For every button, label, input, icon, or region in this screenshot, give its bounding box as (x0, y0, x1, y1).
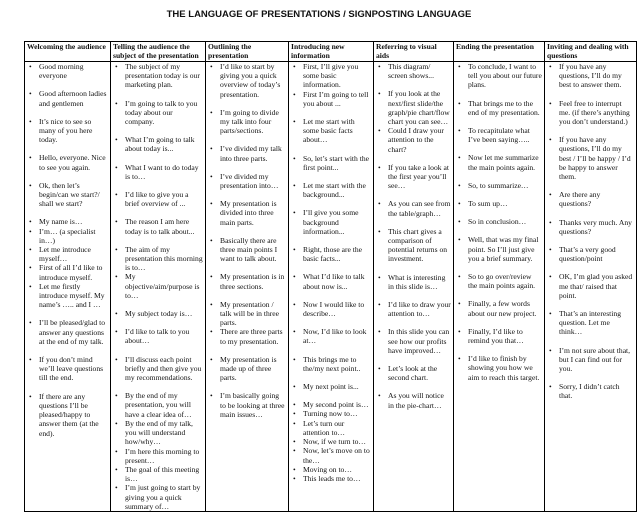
phrase-item: • Are there any questions? (547, 190, 634, 208)
phrase-item: • Good afternoon ladies and gentlemen (27, 89, 108, 107)
phrase-item: • My presentation is divided into three main parts. (208, 199, 286, 227)
phrase-list (208, 62, 286, 419)
column-cell (206, 62, 289, 512)
spacer (113, 90, 203, 99)
column-cell (454, 62, 545, 512)
phrase-item: • I’m basically going to be looking at three main issues… (208, 391, 286, 419)
spacer (113, 126, 203, 135)
phrase-item: • That’s an interesting question. Let me think… (547, 309, 634, 337)
phrase-item: • In this slide you can see how our profits have improved… (376, 327, 451, 355)
phrase-item: • Hello, everyone. Nice to see you again. (27, 153, 108, 171)
phrase-item: • Turning now to… (291, 409, 371, 418)
spacer (291, 291, 371, 300)
spacer (547, 337, 634, 346)
column-cell (25, 62, 111, 512)
spacer (113, 318, 203, 327)
spacer (291, 346, 371, 355)
phrase-item: • This brings me to the/my next point.. (291, 355, 371, 373)
phrase-item: • That brings me to the end of my presentation. (456, 99, 542, 117)
phrase-item: • By the end of my talk, you will understand how/why… (113, 419, 203, 447)
spacer (376, 264, 451, 273)
phrase-list (547, 62, 634, 401)
spacer (291, 263, 371, 272)
spacer (113, 300, 203, 309)
phrase-item: • Well, that was my final point. So I’ll just give you a brief summary. (456, 235, 542, 263)
header-row (25, 42, 637, 62)
phrase-item: • What is interesting in this slide is… (376, 273, 451, 291)
phrase-item: • If there are any questions I’ll be pleased/happy to answer them (at the end). (27, 392, 108, 438)
phrase-item: • Sorry, I didn’t catch that. (547, 382, 634, 400)
column-header: Ending the presentation (454, 42, 545, 62)
spacer (113, 346, 203, 355)
spacer (208, 263, 286, 272)
phrase-item: • The aim of my presentation this morning is to… (113, 245, 203, 273)
phrase-item: • Could I draw your attention to the chart? (376, 126, 451, 154)
spacer (456, 263, 542, 272)
phrase-item: • I’d like to talk to you about… (113, 327, 203, 345)
spacer (113, 181, 203, 190)
phrase-item: • My name is… (27, 217, 108, 226)
phrase-item: • If you have any questions, I’ll do my best to answer them. (547, 62, 634, 90)
phrase-item: • I’ve divided my presentation into… (208, 172, 286, 190)
phrase-item: • Let me introduce myself… (27, 245, 108, 263)
phrase-item: • Right, those are the basic facts... (291, 245, 371, 263)
spacer (376, 154, 451, 163)
spacer (113, 154, 203, 163)
spacer (27, 208, 108, 217)
phrase-item: • I’m just going to start by giving you a quick summary of… (113, 483, 203, 511)
phrase-item: • Moving on to… (291, 465, 371, 474)
phrase-item: • So, to summarize… (456, 181, 542, 190)
phrase-item: • My next point is... (291, 382, 371, 391)
column-cell (374, 62, 454, 512)
phrase-item: • My presentation is in three sections. (208, 272, 286, 290)
spacer (291, 391, 371, 400)
phrase-item: • Now, I’d like to look at… (291, 327, 371, 345)
phrase-item: • The goal of this meeting is… (113, 465, 203, 483)
spacer (547, 236, 634, 245)
phrase-item: • If you look at the next/first slide/the graph/pie chart/flow chart you can see… (376, 89, 451, 126)
spacer (113, 382, 203, 391)
spacer (456, 290, 542, 299)
spacer (456, 208, 542, 217)
phrase-item: • Let me start with some basic facts about… (291, 117, 371, 145)
phrase-item: • I’ll give you some background information... (291, 208, 371, 236)
phrase-item: • Finally, a few words about our new project. (456, 299, 542, 317)
spacer (208, 99, 286, 108)
phrase-item: • OK, I’m glad you asked me that/ raised that point. (547, 272, 634, 300)
column-cell (545, 62, 637, 512)
spacer (291, 145, 371, 154)
spacer (547, 263, 634, 272)
column-cell (289, 62, 374, 512)
phrase-item: • Ok, then let’s begin/can we start?/ shall we start? (27, 181, 108, 209)
spacer (456, 190, 542, 199)
column-header: Telling the audience the subject of the presentation (111, 42, 206, 62)
phrase-item: • I’d like to give you a brief overview of ... (113, 190, 203, 208)
spacer (376, 382, 451, 391)
spacer (547, 373, 634, 382)
phrase-item: • Let me start with the background... (291, 181, 371, 199)
phrase-list (376, 62, 451, 410)
spacer (547, 181, 634, 190)
spacer (456, 144, 542, 153)
spacer (208, 382, 286, 391)
spacer (113, 208, 203, 217)
phrase-item: • I’m… (a specialist in…) (27, 227, 108, 245)
page-title: THE LANGUAGE OF PRESENTATIONS / SIGNPOSTING LANGUAGE (166, 9, 472, 20)
phrase-item: • My presentation is made up of three parts. (208, 355, 286, 383)
spacer (208, 135, 286, 144)
spacer (27, 309, 108, 318)
phrase-item: • I’m going to divide my talk into four parts/sections. (208, 108, 286, 136)
phrase-item: • First of all I’d like to introduce myself. (27, 263, 108, 281)
phrase-item: • First, I’ll give you some basic information. (291, 62, 371, 90)
spacer (456, 172, 542, 181)
phrase-item: • I’m going to talk to you today about our company. (113, 99, 203, 127)
phrase-item: • What I’m going to talk about today is... (113, 135, 203, 153)
phrase-item: • To sum up… (456, 199, 542, 208)
column-header: Outlining the presentation (206, 42, 289, 62)
signposting-table (24, 41, 637, 512)
phrase-item: • My presentation / talk will be in three parts. (208, 300, 286, 328)
phrase-item: • If you take a look at the first year you’ll see… (376, 163, 451, 191)
phrase-item: • Let me firstly introduce myself. My name’s ….. and I … (27, 282, 108, 310)
spacer (27, 144, 108, 153)
spacer (456, 226, 542, 235)
phrase-item: • I’ll discuss each point briefly and then give you my recommendations. (113, 355, 203, 383)
phrase-item: • By the end of my presentation, you will have a clear idea of… (113, 391, 203, 419)
phrase-list (291, 62, 371, 483)
phrase-item: • What I want to do today is to… (113, 163, 203, 181)
phrase-item: • This chart gives a comparison of potential returns on investment. (376, 227, 451, 264)
content-row (25, 62, 637, 512)
phrase-item: • I’d like to start by giving you a quick overview of today’s presentation. (208, 62, 286, 99)
spacer (376, 80, 451, 89)
phrase-item: • To conclude, I want to tell you about our future plans. (456, 62, 542, 90)
spacer (291, 172, 371, 181)
spacer (27, 172, 108, 181)
column-header: Introducing new information (289, 42, 374, 62)
spacer (376, 218, 451, 227)
spacer (376, 318, 451, 327)
phrase-item: • I’ve divided my talk into three parts. (208, 144, 286, 162)
spacer (376, 355, 451, 364)
spacer (456, 117, 542, 126)
phrase-item: • I’d like to draw your attention to… (376, 300, 451, 318)
spacer (456, 90, 542, 99)
phrase-item: • Good morning everyone (27, 62, 108, 80)
phrase-item: • Now I would like to describe… (291, 300, 371, 318)
phrase-item: • I’ll be pleased/glad to answer any questions at the end of my talk. (27, 318, 108, 346)
spacer (547, 209, 634, 218)
phrase-item: • Let’s look at the second chart. (376, 364, 451, 382)
spacer (456, 318, 542, 327)
phrase-list (27, 62, 108, 438)
spacer (376, 291, 451, 300)
column-header: Welcoming the audience (25, 42, 111, 62)
phrase-item: • The subject of my presentation today is our marketing plan. (113, 62, 203, 90)
spacer (27, 108, 108, 117)
spacer (208, 190, 286, 199)
phrase-item: • So in conclusion… (456, 217, 542, 226)
phrase-item: • Basically there are three main points I want to talk about. (208, 236, 286, 264)
phrase-item: • There are three parts to my presentation. (208, 327, 286, 345)
phrase-item: • Now, let’s move on to the… (291, 446, 371, 464)
phrase-item: • My objective/aim/purpose is to… (113, 272, 203, 300)
phrase-item: • What I’d like to talk about now is... (291, 272, 371, 290)
spacer (113, 236, 203, 245)
phrase-item: • It’s nice to see so many of you here today. (27, 117, 108, 145)
phrase-item: • Now let me summarize the main points again. (456, 153, 542, 171)
phrase-item: • The reason I am here today is to talk about... (113, 217, 203, 235)
phrase-item: • As you can see from the table/graph… (376, 199, 451, 217)
spacer (291, 199, 371, 208)
spacer (291, 318, 371, 327)
phrase-item: • Thanks very much. Any questions? (547, 218, 634, 236)
spacer (27, 346, 108, 355)
spacer (208, 291, 286, 300)
phrase-item: • I’m here this morning to present… (113, 447, 203, 465)
phrase-item: • I’m not sure about that, but I can find out for you. (547, 346, 634, 374)
spacer (291, 108, 371, 117)
phrase-item: • If you have any questions, I’ll do my best / I’ll be happy / I’d be happy to answer them. (547, 135, 634, 181)
phrase-item: • First I’m going to tell you about ... (291, 90, 371, 108)
spacer (547, 90, 634, 99)
phrase-item: • Finally, I’d like to remind you that… (456, 327, 542, 345)
spacer (27, 383, 108, 392)
spacer (456, 345, 542, 354)
phrase-item: • That’s a very good question/point (547, 245, 634, 263)
phrase-item: • I’d like to finish by showing you how we aim to reach this target. (456, 354, 542, 382)
spacer (547, 126, 634, 135)
spacer (291, 373, 371, 382)
phrase-item: • Now, if we turn to… (291, 437, 371, 446)
phrase-item: • Feel free to interrupt me. (if there’s anything you don’t understand.) (547, 99, 634, 127)
column-header: Referring to visual aids (374, 42, 454, 62)
phrase-item: • My second point is… (291, 400, 371, 409)
phrase-item: • As you will notice in the pie-chart… (376, 391, 451, 409)
spacer (547, 300, 634, 309)
phrase-item: • If you don’t mind we’ll leave questions till the end. (27, 355, 108, 383)
spacer (291, 236, 371, 245)
spacer (376, 190, 451, 199)
phrase-list (113, 62, 203, 511)
column-cell (111, 62, 206, 512)
spacer (27, 80, 108, 89)
phrase-item: • This leads me to… (291, 474, 371, 483)
phrase-item: • So, let’s start with the first point... (291, 154, 371, 172)
phrase-item: • Let’s turn our attention to… (291, 419, 371, 437)
spacer (208, 346, 286, 355)
phrase-list (456, 62, 542, 382)
phrase-item: • So to go over/review the main points again. (456, 272, 542, 290)
phrase-item: • This diagram/ screen shows... (376, 62, 451, 80)
column-header: Inviting and dealing with questions (545, 42, 637, 62)
spacer (208, 227, 286, 236)
phrase-item: • To recapitulate what I’ve been saying….. (456, 126, 542, 144)
phrase-item: • My subject today is… (113, 309, 203, 318)
spacer (208, 163, 286, 172)
